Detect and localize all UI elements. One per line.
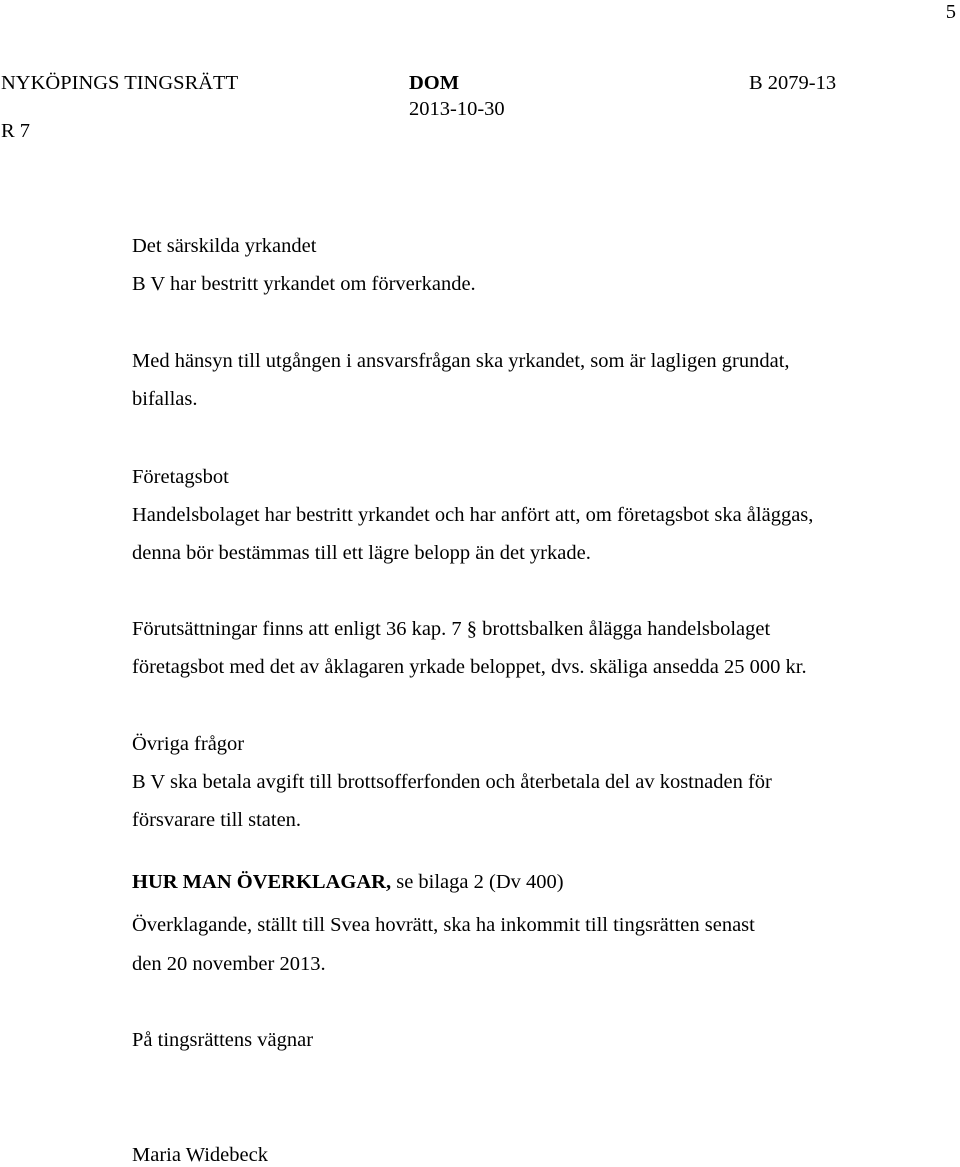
special-claim-paragraph-1: B V har bestritt yrkandet om förverkande.: [132, 273, 476, 295]
section-heading-corporate-fine: Företagsbot: [132, 466, 229, 488]
on-behalf-of-court: På tingsrättens vägnar: [132, 1029, 314, 1051]
signatory-name: Maria Widebeck: [132, 1144, 268, 1166]
corporate-fine-paragraph-1-line-1: Handelsbolaget har bestritt yrkandet och har anfört att, om företagsbot ska åläggas,: [132, 504, 814, 526]
document-type: DOM: [409, 72, 460, 94]
page-number: 5: [945, 1, 956, 23]
appeal-paragraph-line-1: Överklagande, ställt till Svea hovrätt, ska ha inkommit till tingsrätten senast: [132, 914, 755, 936]
court-name: NYKÖPINGS TINGSRÄTT: [1, 72, 239, 94]
appeal-paragraph-line-2: den 20 november 2013.: [132, 953, 326, 975]
case-number: B 2079-13: [749, 72, 837, 94]
court-division: R 7: [1, 120, 31, 142]
section-heading-other-issues: Övriga frågor: [132, 733, 245, 755]
appeal-heading: [132, 870, 564, 894]
other-issues-paragraph-line-2: försvarare till staten.: [132, 809, 302, 831]
section-heading-special-claim: Det särskilda yrkandet: [132, 235, 317, 257]
appeal-heading-bold: HUR MAN ÖVERKLAGAR,: [132, 871, 392, 893]
other-issues-paragraph-line-1: B V ska betala avgift till brottsofferfonden och återbetala del av kostnaden för: [132, 771, 772, 793]
special-claim-paragraph-2-line-1: Med hänsyn till utgången i ansvarsfrågan ska yrkandet, som är lagligen grundat,: [132, 350, 790, 372]
corporate-fine-paragraph-2-line-2: företagsbot med det av åklagaren yrkade beloppet, dvs. skäliga ansedda 25 000 kr.: [132, 656, 807, 678]
document-date: 2013-10-30: [409, 98, 505, 120]
special-claim-paragraph-2-line-2: bifallas.: [132, 388, 198, 410]
appeal-heading-reference: se bilaga 2 (Dv 400): [391, 871, 564, 893]
corporate-fine-paragraph-1-line-2: denna bör bestämmas till ett lägre belopp än det yrkade.: [132, 542, 591, 564]
corporate-fine-paragraph-2-line-1: Förutsättningar finns att enligt 36 kap. 7 § brottsbalken ålägga handelsbolaget: [132, 618, 771, 640]
